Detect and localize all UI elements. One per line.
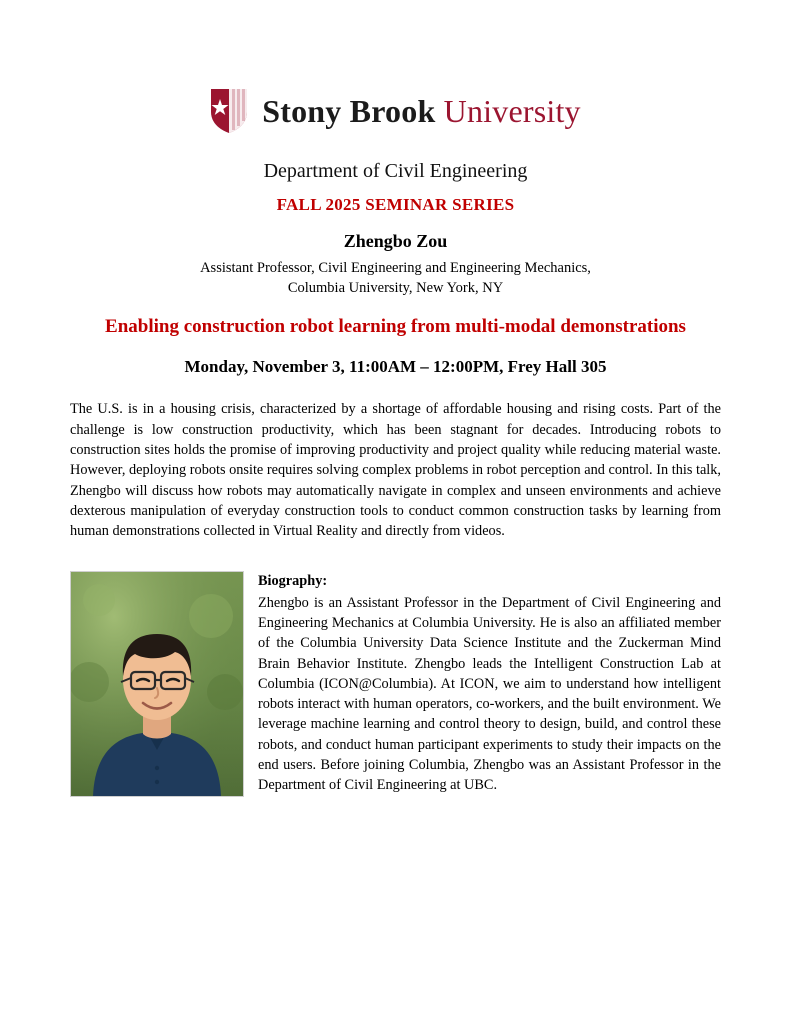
shield-icon [210,88,248,134]
speaker-name: Zhengbo Zou [343,231,448,251]
talk-title: Enabling construction robot learning from multi-modal demonstrations [105,316,686,337]
biography-text-wrapper [258,571,721,795]
university-logo [70,0,721,134]
department-title: Department of Civil Engineering [263,160,528,182]
logo-secondary-text: University [443,92,581,129]
logo-wordmark [262,93,581,130]
abstract-text: The U.S. is in a housing crisis, characterized by a shortage of affordable housing and rising costs. Part of the challenge is low construction productivity, which has been stagnant for decades. Introducing robots to construction sites holds the promise of improving productivity and project quality while reducing material waste. However, deploying robots onsite requires solving complex problems in robot perception and control. In this talk, Zhengbo will discuss how robots may automatically navigate in complex and unseen environments and achieve dexterous manipulation of everyday construction tools to conduct common construction tasks by learning from human demonstrations collected in Virtual Reality and directly from videos. [70,401,721,540]
speaker-portrait [70,571,244,797]
speaker-affiliation-line1: Assistant Professor, Civil Engineering and Engineering Mechanics, [200,260,591,276]
biography-heading: Biography: [258,573,328,590]
biography-body: Zhengbo is an Assistant Professor in the Department of Civil Engineering and Engineering Mechanics at Columbia University. He is also an affiliated member of the Columbia University Data Science Institute and the Zuckerman Mind Brain Behavior Institute. Zhengbo leads the Intelligent Construction Lab at Columbia (ICON@Columbia). At ICON, we aim to understand how intelligent robots interact with human operators, co-workers, and the built environment. We leverage machine learning and control theory to design, build, and control these robots, and conduct human participant experiments to study their impacts on the end users. Before joining Columbia, Zhengbo was an Assistant Professor in the Department of Civil Engineering at UBC. [258,594,721,794]
seminar-series-title: FALL 2025 SEMINAR SERIES [276,195,515,214]
talk-datetime-location: Monday, November 3, 11:00AM – 12:00PM, Frey Hall 305 [184,357,607,377]
speaker-affiliation-line2: Columbia University, New York, NY [287,280,504,296]
logo-primary-text: Stony Brook [262,92,444,129]
biography-block [70,571,721,797]
